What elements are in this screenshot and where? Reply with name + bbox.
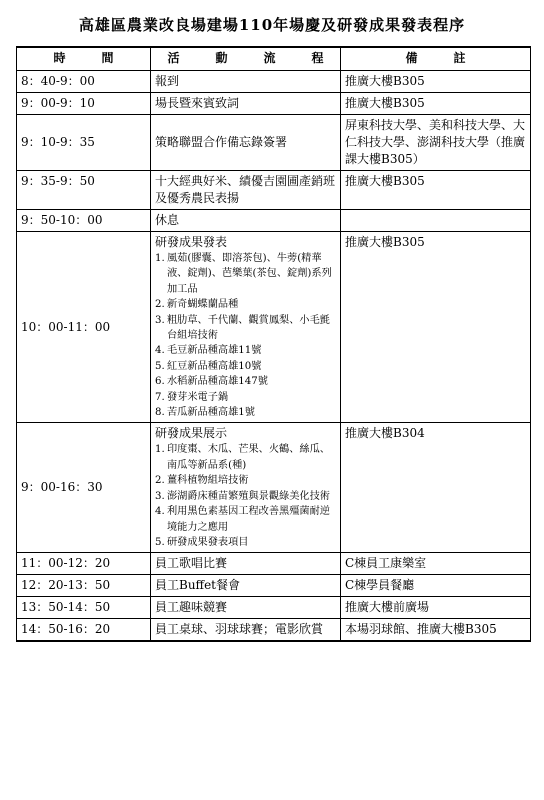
note-cell: 屏東科技大學、美和科技大學、大仁科技大學、澎湖科技大學（推廣課大樓B305）: [341, 115, 531, 171]
note-cell: C棟員工康樂室: [341, 553, 531, 575]
activity-cell: 員工歌唱比賽: [151, 553, 341, 575]
activity-cell: 場長暨來賓致詞: [151, 93, 341, 115]
activity-cell: 十大經典好米、績優吉園圃產銷班及優秀農民表揚: [151, 171, 341, 210]
schedule-table: [16, 46, 531, 642]
list-item: 1. 風茹(膠囊、即溶茶包)、牛蒡(精華液、錠劑)、芭樂葉(茶包、錠劑)系列加工品: [155, 253, 332, 295]
note-cell: 推廣大樓前廣場: [341, 597, 531, 619]
note-cell: 推廣大樓B305: [341, 171, 531, 210]
time-cell: 9：10-9：35: [17, 115, 151, 171]
time-cell: 9：00-16：30: [17, 423, 151, 553]
time-cell: 12：20-13：50: [17, 575, 151, 597]
time-cell: 13：50-14：50: [17, 597, 151, 619]
list-item: 5. 研發成果發表項目: [155, 536, 249, 548]
activity-cell: 員工趣味競賽: [151, 597, 341, 619]
table-row: [17, 93, 531, 115]
note-cell: 推廣大樓B305: [341, 232, 531, 423]
time-cell: 11：00-12：20: [17, 553, 151, 575]
research-release-list: [155, 251, 336, 420]
table-row: [17, 575, 531, 597]
list-item: 7. 發芽米電子鍋: [155, 391, 229, 403]
note-cell: 推廣大樓B304: [341, 423, 531, 553]
note-cell: [341, 210, 531, 232]
document-title: 高雄區農業改良場建場110年場慶及研發成果發表程序: [78, 16, 466, 34]
table-row: [17, 597, 531, 619]
table-row-research-exhibit: [17, 423, 531, 553]
table-row: [17, 171, 531, 210]
time-cell: 14：50-16：20: [17, 619, 151, 642]
activity-cell: 員工桌球、羽球球賽；電影欣賞: [151, 619, 341, 642]
header-time: 時 間: [17, 47, 151, 71]
activity-cell: 報到: [151, 71, 341, 93]
activity-cell: [151, 232, 341, 423]
research-release-heading: 研發成果發表: [155, 235, 228, 249]
note-cell: 推廣大樓B305: [341, 71, 531, 93]
list-item: 2. 新奇蝴蝶蘭品種: [155, 299, 239, 311]
time-cell: 9：35-9：50: [17, 171, 151, 210]
time-cell: 9：00-9：10: [17, 93, 151, 115]
list-item: 3. 澎湖爵床種苗繁殖與景觀綠美化技術: [155, 490, 330, 502]
activity-cell: 休息: [151, 210, 341, 232]
time-cell: 8：40-9：00: [17, 71, 151, 93]
note-cell: C棟學員餐廳: [341, 575, 531, 597]
list-item: 4. 毛豆新品種高雄11號: [155, 345, 262, 357]
table-row-research-release: [17, 232, 531, 423]
list-item: 3. 粗肋草、千代蘭、觀賞鳳梨、小毛氈台組培技術: [155, 314, 330, 342]
table-row: [17, 210, 531, 232]
research-exhibit-heading: 研發成果展示: [155, 426, 228, 441]
list-item: 2. 薑科植物組培技術: [155, 475, 249, 487]
table-header-row: [17, 47, 531, 71]
note-cell: 推廣大樓B305: [341, 93, 531, 115]
table-row: [17, 619, 531, 642]
time-cell: 9：50-10：00: [17, 210, 151, 232]
table-row: [17, 553, 531, 575]
activity-cell: [151, 423, 341, 553]
activity-cell: 員工Buffet餐會: [151, 575, 341, 597]
time-cell: 10：00-11：00: [17, 232, 151, 423]
list-item: 4. 利用黑色素基因工程改善黑殭菌耐逆境能力之應用: [155, 506, 330, 533]
table-row: [17, 71, 531, 93]
list-item: 8. 苦瓜新品種高雄1號: [155, 407, 255, 419]
note-cell: 本場羽球館、推廣大樓B305: [341, 619, 531, 642]
header-activity: 活 動 流 程: [151, 47, 341, 71]
table-row: [17, 115, 531, 171]
list-item: 5. 紅豆新品種高雄10號: [155, 360, 262, 372]
activity-cell: 策略聯盟合作備忘錄簽署: [151, 115, 341, 171]
header-note: 備 註: [341, 47, 531, 71]
research-exhibit-list: [155, 442, 336, 550]
list-item: 1. 印度棗、木瓜、芒果、火鶴、絲瓜、南瓜等新品系(種): [155, 444, 330, 471]
list-item: 6. 水稻新品種高雄147號: [155, 376, 268, 388]
